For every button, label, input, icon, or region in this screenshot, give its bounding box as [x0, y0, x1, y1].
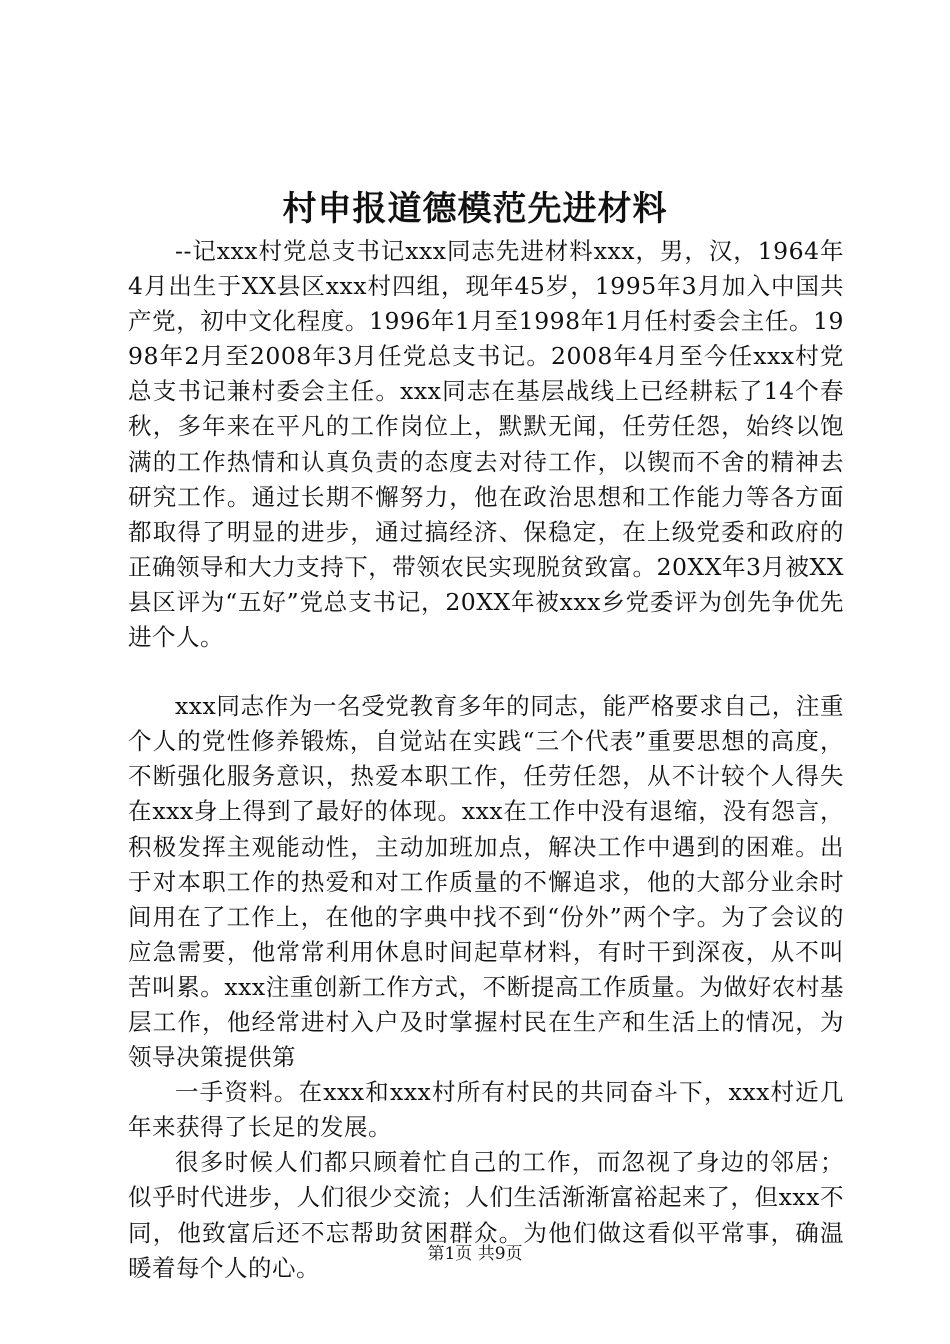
- paragraph-3: 一手资料。在xxx和xxx村所有村民的共同奋斗下，xxx村近几年来获得了长足的发展。: [128, 1078, 844, 1142]
- paragraph-2: xxx同志作为一名受党教育多年的同志，能严格要求自己，注重个人的党性修养锻炼，自觉站在实践“三个代表”重要思想的高度，不断强化服务意识，热爱本职工作，任劳任怨，从不计较个人得失在xxx身上得到了最好的体现。xxx在工作中没有退缩，没有怨言，积极发挥主观能动性，主动加班加点，解决工作中遇到的困难。出于对本职工作的热爱和对工作质量的不懈追求，他的大部分业余时间用在了工作上，在他的字典中找不到“份外”两个字。为了会议的应急需要，他常常利用休息时间起草材料，有时干到深夜，从不叫苦叫累。xxx注重创新工作方式，不断提高工作质量。为做好农村基层工作，他经常进村入户及时掌握村民在生产和生活上的情况，为领导决策提供第: [128, 692, 844, 1072]
- paragraph-4: 很多时候人们都只顾着忙自己的工作，而忽视了身边的邻居；似乎时代进步，人们很少交流；人们生活渐渐富裕起来了，但xxx不同，他致富后还不忘帮助贫困群众。为他们做这看似平常事，确温暖着每个人的心。: [128, 1148, 844, 1282]
- page-number-footer: 第1页 共9页: [427, 1244, 523, 1264]
- paragraph-1: --记xxx村党总支书记xxx同志先进材料xxx，男，汉，1964年4月出生于XX县区xxx村四组，现年45岁，1995年3月加入中国共产党，初中文化程度。1996年1月至1998年1月任村委会主任。1998年2月至2008年3月任党总支书记。2008年4月至今任xxx村党总支书记兼村委会主任。xxx同志在基层战线上已经耕耘了14个春秋，多年来在平凡的工作岗位上，默默无闻，任劳任怨，始终以饱满的工作热情和认真负责的态度去对待工作，以锲而不舍的精神去研究工作。通过长期不懈努力，他在政治思想和工作能力等各方面都取得了明显的进步，通过搞经济、保稳定，在上级党委和政府的正确领导和大力支持下，带领农民实现脱贫致富。20XX年3月被XX县区评为“五好”党总支书记，20XX年被xxx乡党委评为创先争优先进个人。: [128, 237, 844, 652]
- document-body: [128, 234, 844, 1286]
- document-title: 村申报道德模范先进材料: [282, 189, 668, 229]
